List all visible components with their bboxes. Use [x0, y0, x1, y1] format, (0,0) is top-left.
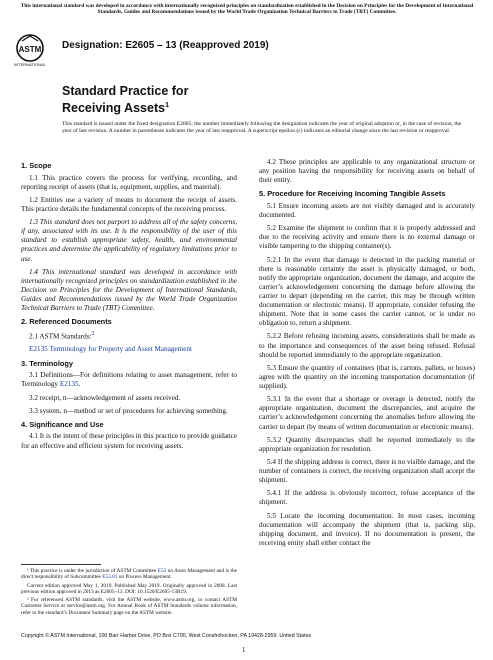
paragraph-5-3: 5.3 Ensure the quantity of containers (that is, cartons, pallets, or boxes) agree with the quantity on the incoming transportation documentation (if supplied).	[259, 363, 475, 391]
reference-link-e2135[interactable]: E2135	[29, 345, 48, 354]
paragraph-5-4-1: 5.4.1 If the address is obviously incorrect, refuse acceptance of the shipment.	[259, 489, 475, 507]
paragraph-1-4: 1.4 This international standard was developed in accordance with internationally recognized principles on standardization established in the Decision on Principles for the Development of International Standards, Guides and Recommendations issued by the World Trade Organization Technical Barriers to Trade (TBT) Committee.	[21, 267, 237, 313]
section-heading-significance: 4. Significance and Use	[21, 419, 104, 429]
paragraph-3-3: 3.3 system, n—method or set of procedures for achieving something.	[29, 406, 228, 415]
paragraph-5-1: 5.1 Ensure incoming assets are not visibly damaged and is accurately documented.	[259, 201, 475, 220]
section-heading-referenced-documents: 2. Referenced Documents	[21, 317, 112, 327]
paragraph-5-3-1: 5.3.1 In the event that a shortage or overage is detected, notify the appropriate organization, document the discrepancies, and acquire the carrier’s acknowledgement concerning the anomalies before allowing the carrier to depart (by means of written documentation or electronic means).	[259, 395, 475, 431]
svg-text:ASTM: ASTM	[18, 45, 42, 54]
paragraph-5-4: 5.4 If the shipping address is correct, there is no visible damage, and the number of containers is correct, the receiving organization shall accept the shipment.	[259, 457, 475, 485]
paragraph-5-5: 5.5 Locate the incoming documentation. In most cases, incoming documentation will accompany the shipment (that is, packing slip, shipping document, and invoice). If no documentation is present, the receiving entity shall either contact the	[259, 511, 475, 547]
title-line-1: Standard Practice for	[62, 84, 189, 98]
paragraph-3-1: 3.1 Definitions—For definitions relating to asset management, refer to Terminology E2135.	[21, 371, 237, 389]
left-column	[21, 158, 237, 455]
section-heading-scope: 1. Scope	[21, 161, 52, 170]
subcommittee-link-e53-01[interactable]: E53.01	[102, 574, 118, 581]
paragraph-2-1: 2.1 ASTM Standards:$^2$	[29, 330, 95, 341]
paragraph-5-2-1: 5.2.1 In the event that damage is detected in the packing material or there is reasonable certainty the asset is physically damaged, or both, notify the appropriate organization, document the damage, and acquire the carrier’s acknowledgement concerning the damage before allowing the carrier to depart (depending on the carrier, this may be through written documentation or electronic means). If appropriate, consider refusing the shipment. Note that in some cases the carrier cannot, or is under no obligation to, return a shipment.	[259, 255, 475, 328]
paragraph-4-1: 4.1 It is the intent of these principles in this practice to provide guidance for an effective and efficient system for receiving assets.	[21, 432, 237, 450]
paragraph-5-3-2: 5.3.2 Quantity discrepancies shall be reported immediately to the appropriate organization for resolution.	[259, 435, 475, 453]
astm-logo-icon	[13, 33, 47, 67]
section-heading-terminology: 3. Terminology	[21, 358, 74, 368]
paragraph-1-3: 1.3 This standard does not purport to address all of the safety concerns, if any, associated with its use. It is the responsibility of the user of this standard to establish appropriate safety, health, and environmental practices and determine the applicability of regulatory limitations prior to use.	[21, 218, 237, 263]
footnote-2: ² For referenced ASTM standards, visit the ASTM website, www.astm.org, or contact ASTM Customer Service at service@astm.org. For Annual Book of ASTM Standards volume information, refer to the standard’s Document Summary page on the ASTM website.	[21, 597, 237, 616]
committee-link-e53[interactable]: E53	[157, 568, 167, 574]
paragraph-5-2: 5.2 Examine the shipment to confirm that it is properly addressed and due to the receiving activity and ensure there is no external damage or visible tampering to the shipping container(s).	[259, 224, 475, 251]
footnote-1: ¹ This practice is under the jurisdiction of ASTM Committee E53 on Asset Management and is the direct responsibility of Subcommittee E53.01 on Process Management.	[21, 568, 237, 581]
reference-title[interactable]: Terminology for Property and Asset Management	[49, 345, 193, 354]
title-line-2: Receiving Assets$^1$	[62, 100, 169, 115]
paragraph-1-2: 1.2 Entities use a variety of means to document the receipt of assets. This practice details the fundamental concepts of the receiving process.	[21, 195, 237, 213]
footnote-1-current-edition: Current edition approved May 1, 2019. Published May 2019. Originally approved in 2008. Last previous edition approved in 2013 as E2605–13. DOI: 10.1520/E2605-13R19.	[21, 582, 237, 595]
paragraph-1-1: 1.1 This practice covers the process for verifying, recording, and reporting receipt of assets (that is, equipment, supplies, and material).	[21, 173, 237, 191]
section-heading-procedure: 5. Procedure for Receiving Incoming Tangible Assets	[259, 189, 446, 199]
paragraph-3-2: 3.2 receipt, n—acknowledgement of assets received.	[29, 393, 181, 402]
logo-text: INTERNATIONAL	[14, 62, 46, 67]
footnote-divider	[21, 564, 101, 565]
copyright-line: Copyright © ASTM International, 100 Barr Harbor Drive, PO Box C700, West Conshohocken, PA 19428-2959. United States	[21, 633, 312, 639]
paragraph-4-2: 4.2 These principles are applicable to any organizational structure or any position having the responsibility for receiving assets on behalf of their entity.	[259, 158, 475, 185]
designation: Designation: E2605 – 13 (Reapproved 2019)	[62, 40, 269, 51]
footnotes	[21, 568, 237, 618]
issuance-note: This standard is issued under the fixed designation E2605; the number immediately following the designation indicates the year of original adoption or, in the case of revision, the year of last revision. A number in parentheses indicates the year of last reapproval. A superscript epsilon (ε) indicates an editorial change since the last revision or reapproval.	[62, 121, 462, 134]
document-title	[62, 84, 188, 115]
page-number: 1	[242, 646, 246, 654]
reference-entry	[21, 345, 237, 354]
standard-notice: This international standard was developed in accordance with internationally recognized principles on standardization established in the Decision on Principles for the Development of International Standards, Guides and Recommendations issued by the World Trade Organization Technical Barriers to Trade (TBT) Committee.	[20, 3, 474, 16]
terminology-link-e2135[interactable]: E2135	[59, 380, 79, 389]
right-column	[259, 158, 475, 552]
paragraph-5-2-2: 5.2.2 Before refusing incoming assets, considerations shall be made as to the importance and consequences of the asset being refused. Refusal should be reported immediately to the appropriate organization.	[259, 332, 475, 359]
